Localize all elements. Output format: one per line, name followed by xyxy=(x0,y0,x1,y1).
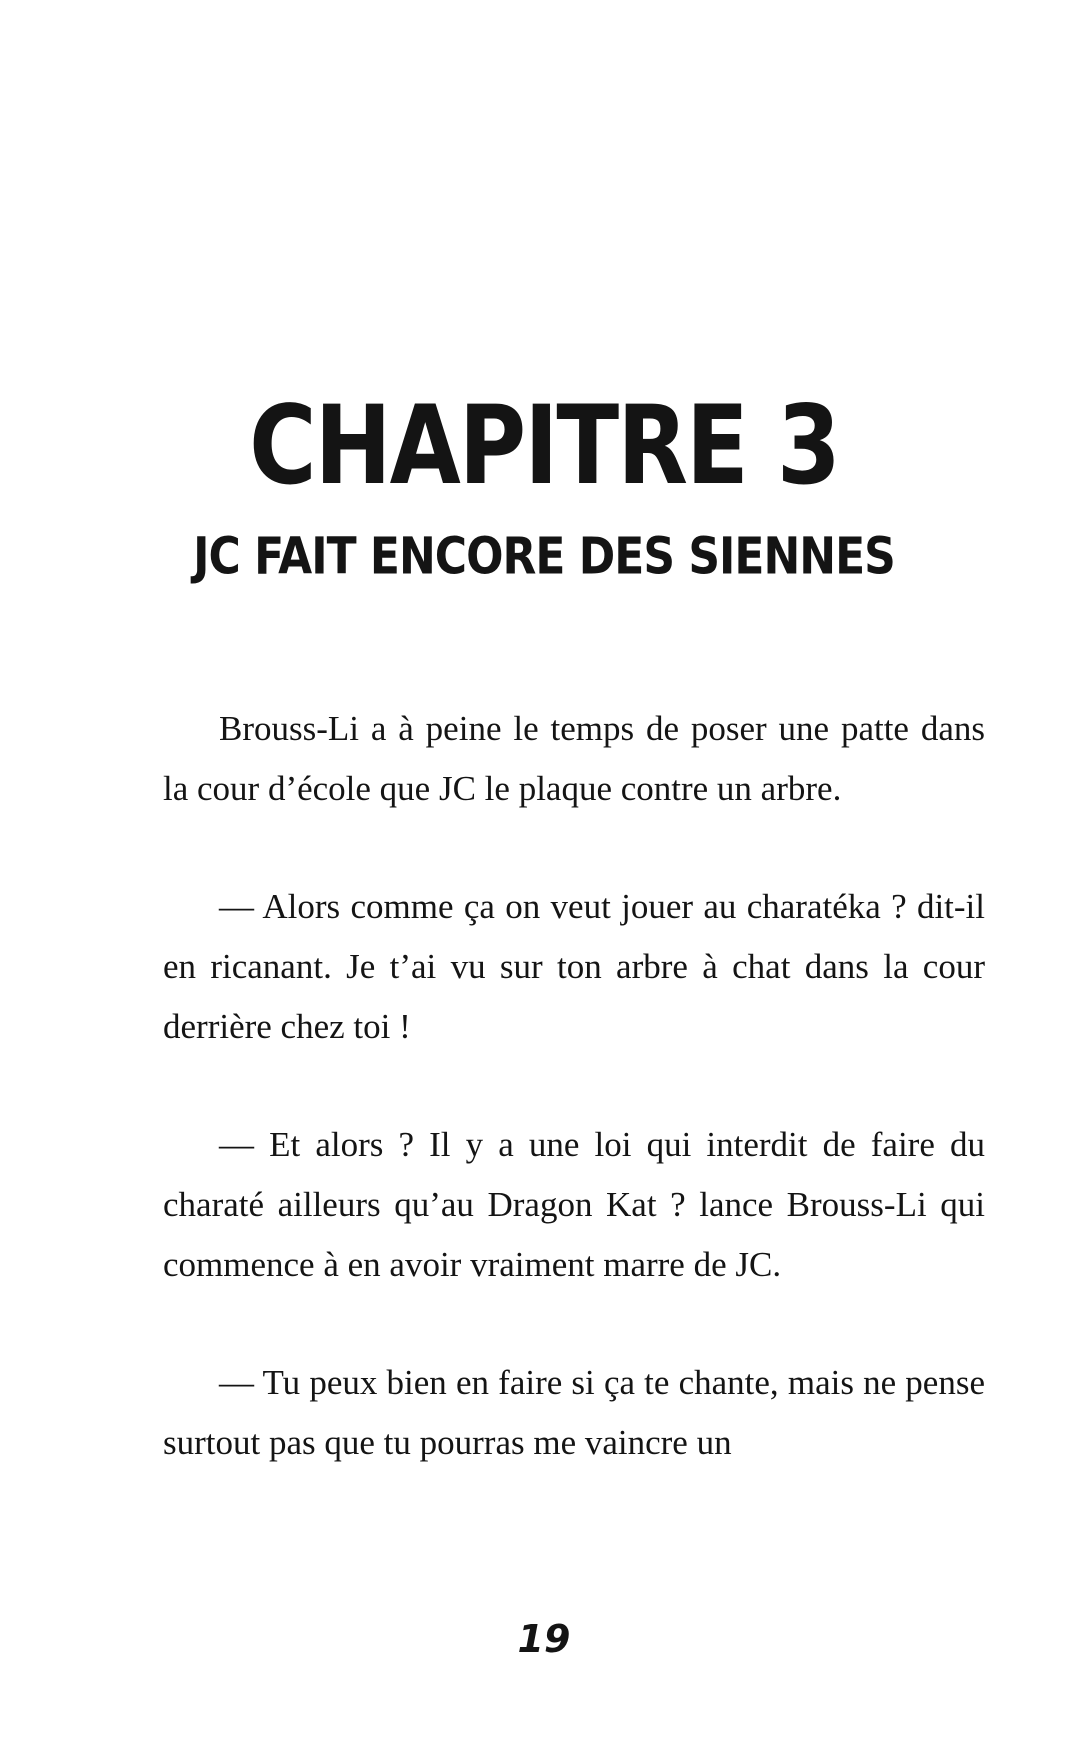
paragraph: — Et alors ? Il y a une loi qui interdit de faire du charaté ailleurs qu’au Dragon Kat ? lance Brouss-Li qui commence à en avoir vraiment marre de JC. xyxy=(163,1125,985,1284)
paragraph: Brouss-Li a à peine le temps de poser une patte dans la cour d’école que JC le plaque contre un arbre. xyxy=(163,709,985,808)
paragraph: — Alors comme ça on veut jouer au charatéka ? dit-il en ricanant. Je t’ai vu sur ton arbre à chat dans la cour derrière chez toi ! xyxy=(163,887,985,1046)
chapter-title: CHAPITRE 3 xyxy=(249,382,839,509)
page-number: 19 xyxy=(517,1617,571,1661)
paragraph: — Tu peux bien en faire si ça te chante, mais ne pense surtout pas que tu pourras me vaincre un xyxy=(163,1363,985,1462)
body-text xyxy=(163,699,985,1473)
chapter-subtitle: JC FAIT ENCORE DES SIENNES xyxy=(193,527,895,587)
